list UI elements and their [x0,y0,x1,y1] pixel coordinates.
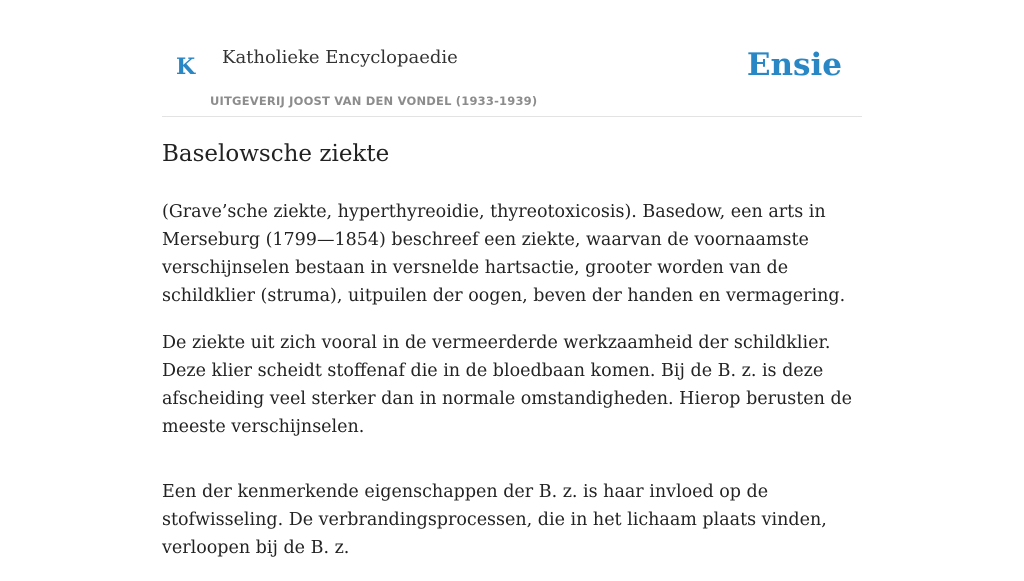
article-title: Baselowsche ziekte [162,141,390,167]
article [162,138,862,581]
logo-icon[interactable]: K [176,54,196,80]
brand-link[interactable]: Ensie [746,47,842,83]
article-paragraph: De ziekte uit zich vooral in de vermeerderde werkzaamheid der schildklier. Deze klier scheidt stoffenaf die in de bloedbaan komen. Bij de B. z. is deze afscheiding veel sterker dan in normale omstandigheden. Hierop berusten de meeste verschijnselen. [162,333,853,437]
site-title[interactable]: Katholieke Encyclopaedie [222,47,458,68]
site-subtitle: UITGEVERIJ JOOST VAN DEN VONDEL (1933-1939) [210,94,538,108]
article-paragraph: Een der kenmerkende eigenschappen der B. z. is haar invloed op de stofwisseling. De verbrandingsprocessen, die in het lichaam plaats vinden, verloopen bij de B. z. [162,482,827,558]
article-paragraph: (Grave’sche ziekte, hyperthyreoidie, thyreotoxicosis). Basedow, een arts in Merseburg (1799—1854) beschreef een ziekte, waarvan de voornaamste verschijnselen bestaan in versnelde hartsactie, grooter worden van de schildklier (struma), uitpuilen der oogen, beven der handen en vermagering. [162,202,846,306]
site-header [162,0,862,117]
